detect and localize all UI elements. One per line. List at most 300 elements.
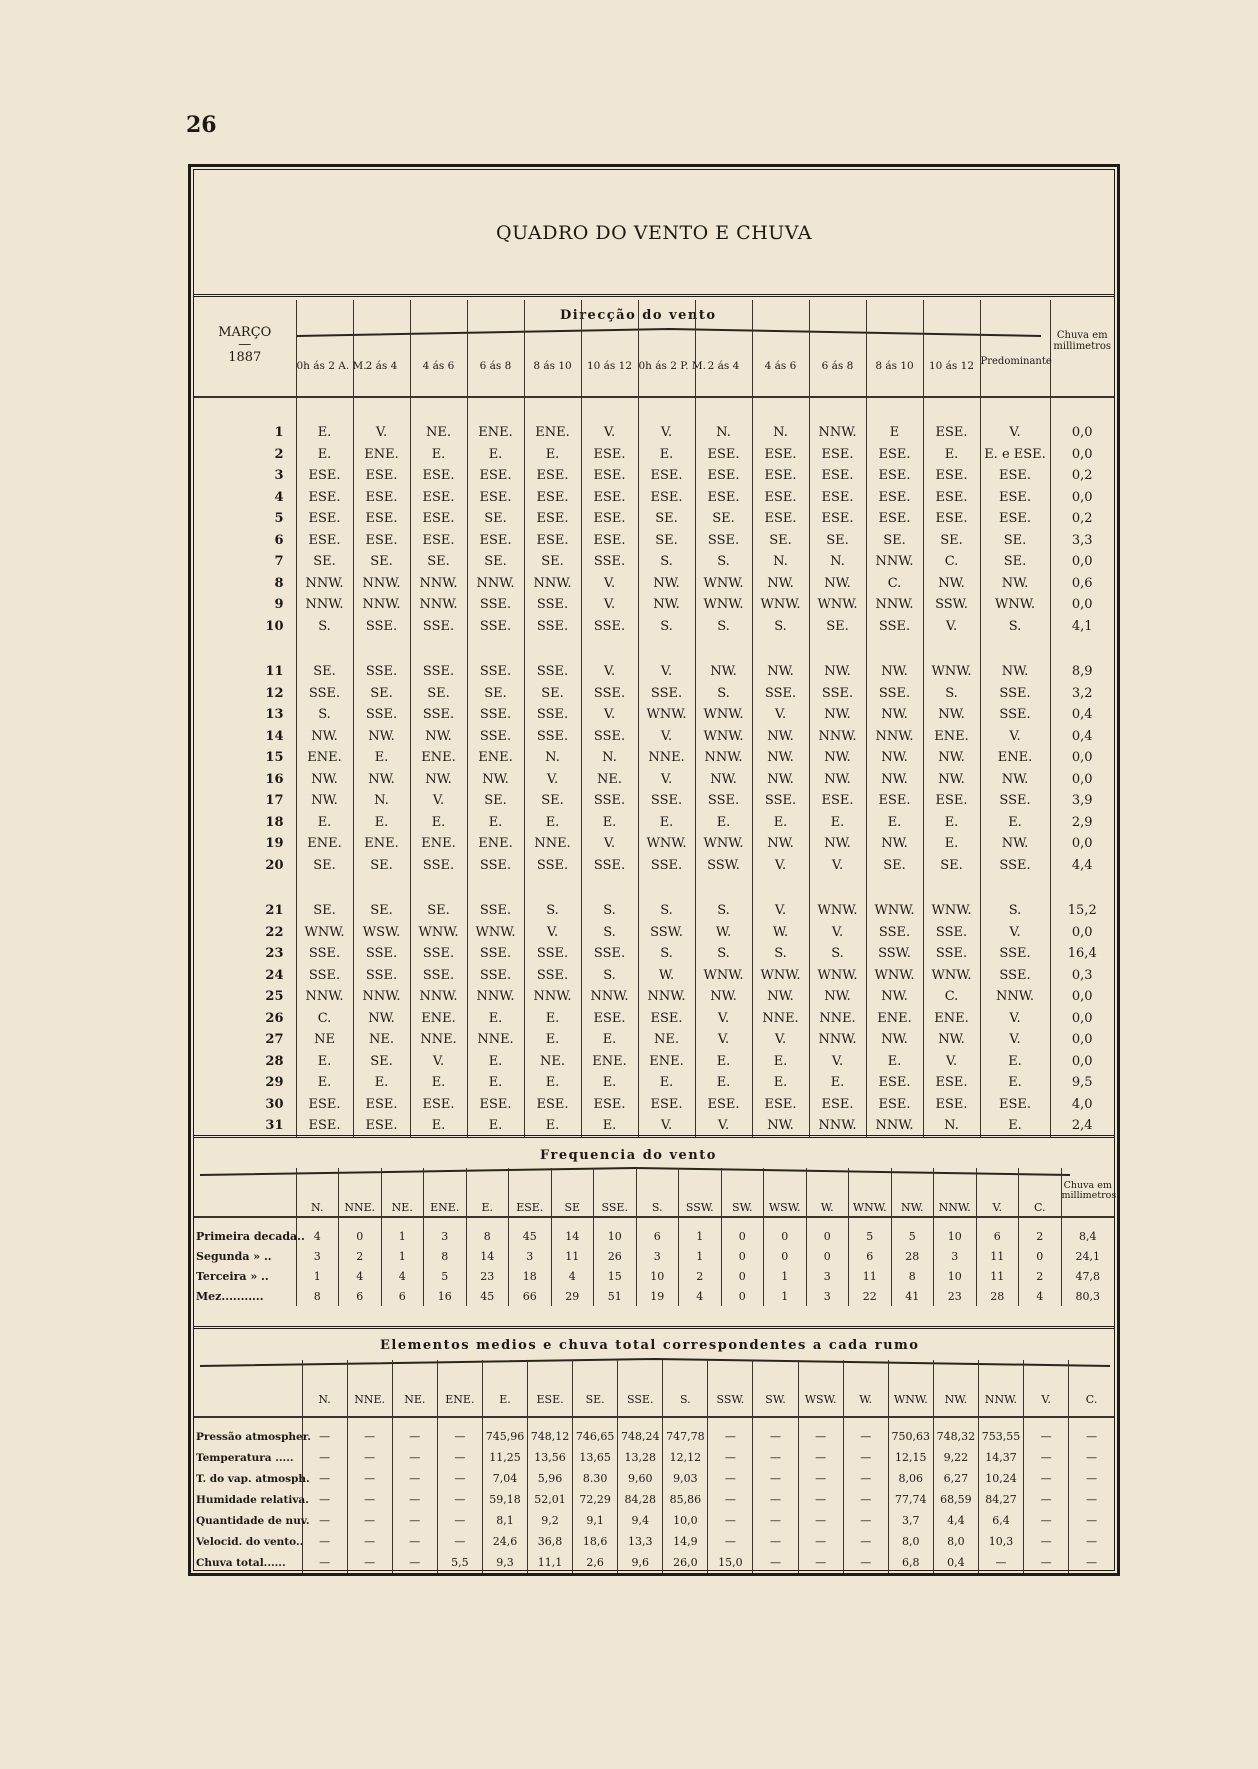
element-cell: — bbox=[753, 1447, 798, 1468]
wind-cell: ENE. bbox=[296, 747, 353, 769]
wind-cell: ESE. bbox=[752, 487, 809, 509]
frequency-cell: 10 bbox=[594, 1226, 637, 1246]
element-cell: — bbox=[437, 1447, 482, 1468]
wind-cell: SE. bbox=[524, 790, 581, 812]
table-row bbox=[194, 1094, 1114, 1116]
wind-cell: ESE. bbox=[752, 508, 809, 530]
wind-cell: WNW. bbox=[695, 704, 752, 726]
wind-cell: WNW. bbox=[809, 900, 866, 922]
day-cell: 18 bbox=[265, 814, 284, 830]
wind-cell: E. bbox=[410, 444, 467, 466]
wind-cell: S. bbox=[695, 900, 752, 922]
day-cell: 19 bbox=[265, 836, 284, 852]
wind-cell: WSW. bbox=[353, 922, 410, 944]
wind-cell: NW. bbox=[980, 573, 1050, 595]
element-cell: — bbox=[798, 1510, 843, 1531]
rain-cell: 0,2 bbox=[1050, 508, 1114, 530]
wind-cell: ESE. bbox=[638, 465, 695, 487]
rain-cell: 0,0 bbox=[1050, 422, 1114, 444]
wind-cell: SSW. bbox=[638, 922, 695, 944]
rain-cell: 47,8 bbox=[1061, 1266, 1114, 1286]
day-cell: 7 bbox=[274, 554, 284, 570]
column-header: 0h ás 2 A. M. bbox=[296, 300, 353, 397]
wind-cell: SSE. bbox=[467, 661, 524, 683]
wind-cell: NNW. bbox=[410, 573, 467, 595]
frequency-cell: 11 bbox=[551, 1246, 594, 1266]
column-header: 4 ás 6 bbox=[410, 300, 467, 397]
wind-cell: V. bbox=[752, 855, 809, 877]
frequency-cell: 0 bbox=[721, 1286, 764, 1306]
column-header: NNW. bbox=[934, 1168, 977, 1217]
wind-cell: V. bbox=[581, 573, 638, 595]
wind-cell: E. bbox=[923, 444, 980, 466]
wind-cell: SE. bbox=[410, 683, 467, 705]
wind-cell: NW. bbox=[923, 704, 980, 726]
element-cell: — bbox=[753, 1489, 798, 1510]
column-header: SSW. bbox=[708, 1360, 753, 1417]
rain-cell: 8,9 bbox=[1050, 661, 1114, 683]
frequency-cell: 6 bbox=[381, 1286, 424, 1306]
wind-cell: E. bbox=[353, 747, 410, 769]
table-row bbox=[194, 1266, 1114, 1286]
wind-cell: SSE. bbox=[752, 790, 809, 812]
wind-cell: E. bbox=[809, 1072, 866, 1094]
frequency-cell: 2 bbox=[339, 1246, 382, 1266]
frequency-cell: 66 bbox=[509, 1286, 552, 1306]
wind-cell: V. bbox=[410, 1051, 467, 1073]
wind-cell: NW. bbox=[923, 573, 980, 595]
frequency-cell: 14 bbox=[551, 1226, 594, 1246]
day-cell: 8 bbox=[274, 575, 284, 591]
element-cell: 9,3 bbox=[482, 1552, 527, 1573]
frequency-cell: 29 bbox=[551, 1286, 594, 1306]
wind-cell: SE. bbox=[353, 855, 410, 877]
wind-cell: NW. bbox=[866, 704, 923, 726]
rain-cell: 0,0 bbox=[1050, 487, 1114, 509]
wind-cell: E. bbox=[752, 1051, 809, 1073]
wind-cell: V. bbox=[980, 1029, 1050, 1051]
wind-cell: NNW. bbox=[353, 573, 410, 595]
wind-cell: ESE. bbox=[296, 1115, 353, 1137]
frequency-cell: 1 bbox=[764, 1286, 807, 1306]
wind-cell: SSE. bbox=[467, 594, 524, 616]
day-cell: 15 bbox=[265, 750, 284, 766]
wind-cell: S. bbox=[296, 704, 353, 726]
frequency-table bbox=[194, 1168, 1117, 1306]
wind-cell: ESE. bbox=[353, 1115, 410, 1137]
element-cell: — bbox=[1024, 1447, 1069, 1468]
element-cell: — bbox=[1069, 1552, 1114, 1573]
wind-cell: V. bbox=[638, 1115, 695, 1137]
wind-cell: NW. bbox=[296, 726, 353, 748]
wind-cell: E. bbox=[638, 1072, 695, 1094]
wind-cell: SSE. bbox=[467, 704, 524, 726]
wind-cell: NNW. bbox=[467, 573, 524, 595]
wind-cell: NW. bbox=[752, 1115, 809, 1137]
day-cell: 4 bbox=[274, 489, 284, 505]
wind-cell: NW. bbox=[695, 986, 752, 1008]
element-cell: 84,28 bbox=[618, 1489, 663, 1510]
element-cell: — bbox=[708, 1426, 753, 1447]
element-cell: — bbox=[1024, 1426, 1069, 1447]
wind-cell: ESE. bbox=[638, 487, 695, 509]
element-cell: 8,0 bbox=[933, 1531, 978, 1552]
wind-cell: SE. bbox=[866, 530, 923, 552]
wind-cell: SE. bbox=[866, 855, 923, 877]
column-header: SSW. bbox=[679, 1168, 722, 1217]
wind-cell: S. bbox=[695, 683, 752, 705]
wind-cell: SSE. bbox=[467, 943, 524, 965]
wind-cell: NW. bbox=[752, 661, 809, 683]
element-cell: 3,7 bbox=[888, 1510, 933, 1531]
rain-header: Chuva em millimetros bbox=[1050, 300, 1114, 397]
frequency-cell: 41 bbox=[891, 1286, 934, 1306]
wind-cell: ESE. bbox=[866, 508, 923, 530]
wind-cell: V. bbox=[923, 1051, 980, 1073]
wind-cell: S. bbox=[581, 922, 638, 944]
wind-cell: NW. bbox=[353, 726, 410, 748]
wind-cell: SSE. bbox=[980, 704, 1050, 726]
element-cell: — bbox=[798, 1552, 843, 1573]
column-header: S. bbox=[636, 1168, 679, 1217]
wind-cell: E. bbox=[695, 812, 752, 834]
element-cell: — bbox=[798, 1447, 843, 1468]
wind-cell: NNW. bbox=[980, 986, 1050, 1008]
table-row bbox=[194, 422, 1114, 444]
wind-cell: NNW. bbox=[866, 1115, 923, 1137]
wind-cell: V. bbox=[638, 661, 695, 683]
wind-cell: SE. bbox=[296, 661, 353, 683]
day-cell: 31 bbox=[265, 1118, 284, 1134]
wind-cell: ESE. bbox=[695, 487, 752, 509]
wind-cell: V. bbox=[524, 922, 581, 944]
element-cell: 8.30 bbox=[573, 1468, 618, 1489]
wind-cell: SSE. bbox=[353, 616, 410, 638]
wind-cell: V. bbox=[581, 661, 638, 683]
wind-cell: ESE. bbox=[923, 1094, 980, 1116]
wind-cell: SSE. bbox=[638, 790, 695, 812]
element-cell: 77,74 bbox=[888, 1489, 933, 1510]
wind-cell: ENE. bbox=[923, 726, 980, 748]
element-cell: 12,15 bbox=[888, 1447, 933, 1468]
element-cell: 10,3 bbox=[978, 1531, 1023, 1552]
table-row bbox=[194, 965, 1114, 987]
frequency-cell: 28 bbox=[891, 1246, 934, 1266]
wind-cell: SE. bbox=[638, 508, 695, 530]
row-label: Terceira » .. bbox=[196, 1269, 269, 1283]
wind-cell: NW. bbox=[752, 726, 809, 748]
table-row bbox=[194, 943, 1114, 965]
wind-cell: NW. bbox=[296, 769, 353, 791]
frequency-cell: 1 bbox=[764, 1266, 807, 1286]
element-cell: 11,1 bbox=[528, 1552, 573, 1573]
table-row bbox=[194, 551, 1114, 573]
table-row bbox=[194, 1426, 1114, 1447]
wind-cell: E. bbox=[638, 444, 695, 466]
element-cell: 748,32 bbox=[933, 1426, 978, 1447]
element-cell: 6,4 bbox=[978, 1510, 1023, 1531]
column-header: ESE. bbox=[528, 1360, 573, 1417]
wind-cell: SSE. bbox=[410, 965, 467, 987]
element-cell: — bbox=[753, 1468, 798, 1489]
wind-cell: NNW. bbox=[866, 726, 923, 748]
wind-cell: V. bbox=[581, 704, 638, 726]
wind-cell: WNW. bbox=[638, 833, 695, 855]
frequency-cell: 2 bbox=[679, 1266, 722, 1286]
wind-cell: NW. bbox=[410, 769, 467, 791]
wind-cell: E. bbox=[467, 1115, 524, 1137]
wind-cell: SSE. bbox=[581, 726, 638, 748]
column-header: 10 ás 12 bbox=[923, 300, 980, 397]
frequency-cell: 1 bbox=[679, 1246, 722, 1266]
wind-cell: E. bbox=[866, 1051, 923, 1073]
element-cell: — bbox=[302, 1489, 347, 1510]
wind-cell: NW. bbox=[410, 726, 467, 748]
element-cell: — bbox=[798, 1531, 843, 1552]
frequency-cell: 16 bbox=[424, 1286, 467, 1306]
element-cell: — bbox=[392, 1426, 437, 1447]
element-cell: — bbox=[978, 1552, 1023, 1573]
wind-cell: NW. bbox=[809, 833, 866, 855]
wind-cell: ESE. bbox=[695, 465, 752, 487]
element-cell: — bbox=[843, 1468, 888, 1489]
table-row bbox=[194, 726, 1114, 748]
frequency-cell: 5 bbox=[891, 1226, 934, 1246]
month-year-header bbox=[194, 300, 296, 397]
wind-cell: SSE. bbox=[866, 683, 923, 705]
wind-cell: E. bbox=[695, 1051, 752, 1073]
wind-cell: S. bbox=[695, 616, 752, 638]
wind-cell: SSE. bbox=[638, 855, 695, 877]
rain-cell: 80,3 bbox=[1061, 1286, 1114, 1306]
element-cell: 753,55 bbox=[978, 1426, 1023, 1447]
element-cell: 750,63 bbox=[888, 1426, 933, 1447]
frequency-cell: 2 bbox=[1019, 1266, 1062, 1286]
wind-cell: SE. bbox=[296, 855, 353, 877]
rain-cell: 16,4 bbox=[1050, 943, 1114, 965]
wind-cell: S. bbox=[980, 616, 1050, 638]
wind-cell: NW. bbox=[353, 769, 410, 791]
wind-cell: NNE. bbox=[524, 833, 581, 855]
page-number: 26 bbox=[186, 112, 217, 138]
frequency-cell: 3 bbox=[934, 1246, 977, 1266]
element-cell: — bbox=[392, 1510, 437, 1531]
wind-cell: S. bbox=[581, 900, 638, 922]
element-cell: 2,6 bbox=[573, 1552, 618, 1573]
wind-cell: NW. bbox=[809, 986, 866, 1008]
wind-cell: ESE. bbox=[410, 1094, 467, 1116]
table-row bbox=[194, 1531, 1114, 1552]
element-cell: — bbox=[1069, 1468, 1114, 1489]
wind-cell: SSE. bbox=[410, 661, 467, 683]
table-row bbox=[194, 1008, 1114, 1030]
element-cell: 59,18 bbox=[482, 1489, 527, 1510]
wind-cell: V. bbox=[752, 1029, 809, 1051]
column-header: C. bbox=[1019, 1168, 1062, 1217]
table-row bbox=[194, 1468, 1114, 1489]
frequency-cell: 4 bbox=[679, 1286, 722, 1306]
wind-cell: SSW. bbox=[923, 594, 980, 616]
wind-cell: NNW. bbox=[866, 594, 923, 616]
wind-cell: WNW. bbox=[410, 922, 467, 944]
wind-cell: SSE. bbox=[524, 616, 581, 638]
column-header: NNW. bbox=[978, 1360, 1023, 1417]
wind-cell: NNW. bbox=[410, 594, 467, 616]
wind-cell: S. bbox=[296, 616, 353, 638]
element-cell: — bbox=[347, 1489, 392, 1510]
rain-cell: 0,0 bbox=[1050, 444, 1114, 466]
wind-cell: ESE. bbox=[581, 1094, 638, 1116]
column-header: SW. bbox=[721, 1168, 764, 1217]
element-cell: 8,06 bbox=[888, 1468, 933, 1489]
column-header: NE. bbox=[381, 1168, 424, 1217]
element-cell: — bbox=[302, 1426, 347, 1447]
row-label: Mez........... bbox=[196, 1289, 264, 1303]
frequency-cell: 14 bbox=[466, 1246, 509, 1266]
wind-cell: SE. bbox=[410, 900, 467, 922]
wind-cell: NE. bbox=[353, 1029, 410, 1051]
element-cell: — bbox=[798, 1489, 843, 1510]
wind-cell: NNE. bbox=[467, 1029, 524, 1051]
wind-cell: WNW. bbox=[980, 594, 1050, 616]
wind-cell: ESE. bbox=[296, 465, 353, 487]
wind-cell: S. bbox=[695, 551, 752, 573]
wind-cell: C. bbox=[923, 551, 980, 573]
table-row bbox=[194, 444, 1114, 466]
wind-cell: ESE. bbox=[524, 487, 581, 509]
element-cell: — bbox=[753, 1510, 798, 1531]
day-cell: 25 bbox=[265, 989, 284, 1005]
column-header: SSE. bbox=[594, 1168, 637, 1217]
wind-cell: ESE. bbox=[809, 1094, 866, 1116]
wind-cell: SSE. bbox=[467, 855, 524, 877]
column-header: NW. bbox=[891, 1168, 934, 1217]
column-header: SSE. bbox=[618, 1360, 663, 1417]
wind-cell: ESE. bbox=[980, 465, 1050, 487]
wind-cell: S. bbox=[980, 900, 1050, 922]
wind-cell: E. bbox=[296, 444, 353, 466]
wind-cell: ESE. bbox=[809, 790, 866, 812]
table-row bbox=[194, 704, 1114, 726]
element-cell: 8,1 bbox=[482, 1510, 527, 1531]
frequency-cell: 0 bbox=[764, 1226, 807, 1246]
wind-cell: E. bbox=[752, 1072, 809, 1094]
wind-cell: NW. bbox=[923, 769, 980, 791]
element-cell: 18,6 bbox=[573, 1531, 618, 1552]
wind-cell: NE. bbox=[410, 422, 467, 444]
element-cell: 11,25 bbox=[482, 1447, 527, 1468]
column-header: NNE. bbox=[347, 1360, 392, 1417]
wind-cell: V. bbox=[695, 1008, 752, 1030]
wind-cell: NW. bbox=[980, 833, 1050, 855]
table-row bbox=[194, 1510, 1114, 1531]
element-cell: — bbox=[302, 1552, 347, 1573]
wind-cell: NW. bbox=[752, 986, 809, 1008]
element-cell: — bbox=[708, 1468, 753, 1489]
wind-cell: E. bbox=[980, 812, 1050, 834]
wind-cell: ENE. bbox=[866, 1008, 923, 1030]
day-cell: 20 bbox=[265, 857, 284, 873]
wind-cell: W. bbox=[752, 922, 809, 944]
wind-cell: NW. bbox=[638, 573, 695, 595]
wind-cell: ENE. bbox=[410, 833, 467, 855]
wind-cell: SE. bbox=[353, 683, 410, 705]
column-header: SE. bbox=[573, 1360, 618, 1417]
wind-cell: E. bbox=[410, 1115, 467, 1137]
wind-cell: NW. bbox=[866, 769, 923, 791]
wind-cell: V. bbox=[923, 616, 980, 638]
element-cell: 745,96 bbox=[482, 1426, 527, 1447]
frequency-cell: 4 bbox=[296, 1226, 339, 1246]
wind-cell: SE. bbox=[410, 551, 467, 573]
frequency-cell: 19 bbox=[636, 1286, 679, 1306]
rain-cell: 4,0 bbox=[1050, 1094, 1114, 1116]
element-cell: — bbox=[347, 1510, 392, 1531]
day-cell: 24 bbox=[265, 967, 284, 983]
wind-cell: NNW. bbox=[695, 747, 752, 769]
day-cell: 12 bbox=[265, 685, 284, 701]
wind-cell: SE. bbox=[980, 551, 1050, 573]
frequency-cell: 8 bbox=[296, 1286, 339, 1306]
day-cell: 22 bbox=[265, 924, 284, 940]
table-row bbox=[194, 661, 1114, 683]
table-row bbox=[194, 922, 1114, 944]
element-cell: 6,8 bbox=[888, 1552, 933, 1573]
month-separator: — bbox=[238, 337, 252, 352]
frequency-cell: 0 bbox=[339, 1226, 382, 1246]
wind-cell: V. bbox=[581, 594, 638, 616]
wind-cell: NW. bbox=[638, 594, 695, 616]
element-cell: 746,65 bbox=[573, 1426, 618, 1447]
table-row bbox=[194, 790, 1114, 812]
wind-cell: NW. bbox=[866, 1029, 923, 1051]
wind-cell: ESE. bbox=[638, 1094, 695, 1116]
wind-cell: SSE. bbox=[638, 683, 695, 705]
wind-cell: ESE. bbox=[524, 530, 581, 552]
wind-cell: SSE. bbox=[296, 683, 353, 705]
table-row bbox=[194, 573, 1114, 595]
wind-cell: WNW. bbox=[695, 833, 752, 855]
wind-cell: WNW. bbox=[695, 573, 752, 595]
day-cell: 28 bbox=[265, 1053, 284, 1069]
wind-cell: SSE. bbox=[524, 704, 581, 726]
wind-cell: NW. bbox=[866, 986, 923, 1008]
wind-cell: ESE. bbox=[524, 465, 581, 487]
table-row bbox=[194, 616, 1114, 638]
wind-cell: ESE. bbox=[866, 790, 923, 812]
wind-cell: N. bbox=[752, 422, 809, 444]
element-cell: — bbox=[392, 1552, 437, 1573]
element-cell: 5,96 bbox=[528, 1468, 573, 1489]
rain-cell: 24,1 bbox=[1061, 1246, 1114, 1266]
day-cell: 27 bbox=[265, 1032, 284, 1048]
wind-cell: SSE. bbox=[353, 661, 410, 683]
wind-cell: N. bbox=[923, 1115, 980, 1137]
table-row bbox=[194, 855, 1114, 877]
element-cell: 26,0 bbox=[663, 1552, 708, 1573]
column-header: 6 ás 8 bbox=[809, 300, 866, 397]
table-row bbox=[194, 986, 1114, 1008]
wind-cell: WNW. bbox=[809, 965, 866, 987]
wind-cell: NW. bbox=[923, 747, 980, 769]
table-row bbox=[194, 900, 1114, 922]
day-cell: 30 bbox=[265, 1096, 284, 1112]
rain-cell: 9,5 bbox=[1050, 1072, 1114, 1094]
wind-cell: ESE. bbox=[467, 465, 524, 487]
element-cell: — bbox=[798, 1468, 843, 1489]
wind-cell: SSE. bbox=[353, 943, 410, 965]
wind-cell: WNW. bbox=[809, 594, 866, 616]
